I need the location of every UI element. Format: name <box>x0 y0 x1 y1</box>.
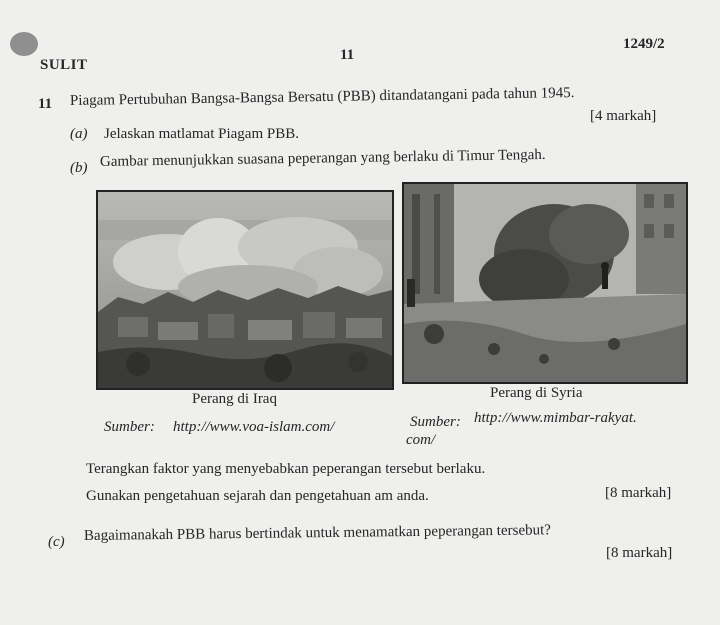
part-c-label: (c) <box>48 534 65 550</box>
syria-photo-caption: Perang di Syria <box>490 385 583 401</box>
part-b-instruction-line1: Terangkan faktor yang menyebabkan peperangan tersebut berlaku. <box>86 461 486 477</box>
classification-label: SULIT <box>40 57 88 73</box>
syria-war-photo <box>402 182 688 384</box>
part-a-text: Jelaskan matlamat Piagam PBB. <box>104 126 299 142</box>
syria-source-url-line2: com/ <box>406 432 436 448</box>
part-b-label: (b) <box>70 160 88 176</box>
syria-source-prefix: Sumber: <box>410 414 461 430</box>
part-b-marks: [8 markah] <box>605 485 672 501</box>
syria-source-url-line1: http://www.mimbar-rakyat. <box>474 410 637 426</box>
iraq-source-prefix: Sumber: <box>104 419 155 435</box>
part-b-instruction-line2: Gunakan pengetahuan sejarah dan pengetahuan am anda. <box>86 488 429 504</box>
question-stem: Piagam Pertubuhan Bangsa-Bangsa Bersatu (PBB) ditandatangani pada tahun 1945. <box>69 85 575 109</box>
part-a-label: (a) <box>70 126 88 142</box>
iraq-war-photo <box>96 190 394 390</box>
paper-code: 1249/2 <box>623 36 665 52</box>
part-c-text: Bagaimanakah PBB harus bertindak untuk menamatkan peperangan tersebut? <box>83 522 551 544</box>
iraq-source-url: http://www.voa-islam.com/ <box>173 419 335 435</box>
question-number: 11 <box>38 96 53 112</box>
part-c-marks: [8 markah] <box>606 545 673 561</box>
iraq-photo-caption: Perang di Iraq <box>192 391 277 407</box>
binder-hole <box>10 32 38 56</box>
part-b-text: Gambar menunjukkan suasana peperangan yang berlaku di Timur Tengah. <box>99 147 546 170</box>
page-number: 11 <box>340 47 355 63</box>
part-a-marks: [4 markah] <box>590 108 657 124</box>
